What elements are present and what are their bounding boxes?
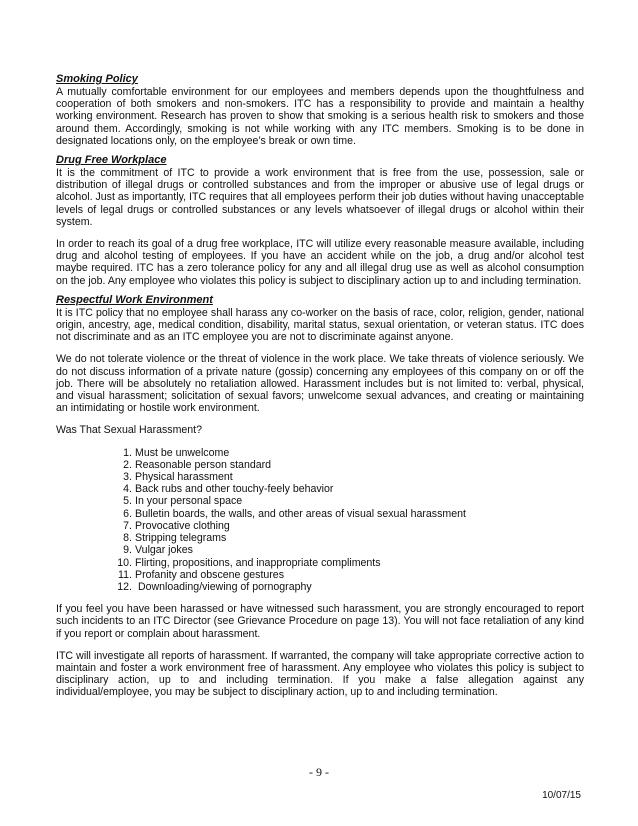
- list-item: 3. Physical harassment: [123, 471, 233, 484]
- respectful-paragraph-1: It is ITC policy that no employee shall harass any co-worker on the basis of race, color, religion, gender, national origin, ancestry, age, medical condition, disability, marital status, sexual orientation, or veteran status. ITC does not discriminate and as an ITC employee you are not to discriminate against anyone.: [56, 306, 584, 344]
- list-item: 4. Back rubs and other touchy-feely behavior: [123, 483, 334, 496]
- respectful-paragraph-2: We do not tolerate violence or the threat of violence in the work place. We take threats of violence seriously. We do not discuss information of a private nature (gossip) concerning any employees of this company on or off the job. There will be absolutely no retaliation allowed. Harassment includes but is not limited to: verbal, physical, and visual harassment; solicitation of sexual favors; unwelcome sexual advances, and creating or maintaining an intimidating or hostile work environment.: [56, 353, 584, 415]
- document-page: [56, 73, 584, 699]
- list-item: 5. In your personal space: [123, 495, 243, 508]
- list-item: 9. Vulgar jokes: [123, 544, 193, 557]
- list-item: 2. Reasonable person standard: [123, 458, 272, 471]
- smoking-policy-heading: Smoking Policy: [56, 73, 138, 85]
- list-item: 8. Stripping telegrams: [123, 532, 227, 545]
- smoking-policy-paragraph: A mutually comfortable environment for our employees and members depends upon the thoughtfulness and cooperation of both smokers and non-smokers. ITC has a responsibility to provide and maintain a healthy working environment. Research has proven to show that smoking is a serious health risk to smokers and those around them. Accordingly, smoking is not while working with any ITC members. Smoking is to be done in designated locations only, on the employee’s break or own time.: [56, 86, 584, 147]
- date-stamp: 10/07/15: [542, 790, 581, 801]
- drug-free-heading: Drug Free Workplace: [56, 154, 167, 167]
- list-item: 12. Downloading/viewing of pornography: [117, 580, 312, 593]
- drug-free-paragraph-2: In order to reach its goal of a drug free workplace, ITC will utilize every reasonable measure available, including drug and alcohol testing of employees. If you have an accident while on the job, a drug and/or alcohol test maybe required. ITC has a zero tolerance policy for any and all illegal drug use as well as alcohol consumption on the job. Any employee who violates this policy is subject to disciplinary action up to and including termination.: [56, 238, 584, 287]
- list-item: 1. Must be unwelcome: [123, 446, 230, 459]
- respectful-heading: Respectful Work Environment: [56, 293, 213, 306]
- list-item: 6. Bulletin boards, the walls, and other areas of visual sexual harassment: [123, 507, 466, 520]
- list-item: 7. Provocative clothing: [123, 519, 230, 532]
- list-item: 11. Profanity and obscene gestures: [118, 568, 284, 581]
- harassment-question: Was That Sexual Harassment?: [56, 424, 203, 437]
- page-number: - 9 -: [309, 765, 329, 779]
- harassment-list: [56, 447, 584, 593]
- drug-free-paragraph-1: It is the commitment of ITC to provide a work environment that is free from the use, possession, sale or distribution of illegal drugs or controlled substances and from the improper or abusive use of legal drugs or alcohol. Just as importantly, ITC requires that all employees perform their job duties without having unacceptable levels of legal drugs or controlled substances or any levels whatsoever of illegal drugs or alcohol within their system.: [56, 167, 584, 228]
- list-item: 10. Flirting, propositions, and inappropriate compliments: [117, 556, 381, 569]
- respectful-paragraph-3: If you feel you have been harassed or have witnessed such harassment, you are strongly encouraged to report such incidents to an ITC Director (see Grievance Procedure on page 13). You will not face retaliation of any kind if you report or complain about harassment.: [56, 603, 584, 640]
- respectful-paragraph-4: ITC will investigate all reports of harassment. If warranted, the company will take appropriate corrective action to maintain and foster a work environment free of harassment. Any employee who violates this policy is subject to disciplinary action, up to and including termination. If you make a false allegation against any individual/employee, you may be subject to disciplinary action, up to and including termination.: [56, 649, 584, 699]
